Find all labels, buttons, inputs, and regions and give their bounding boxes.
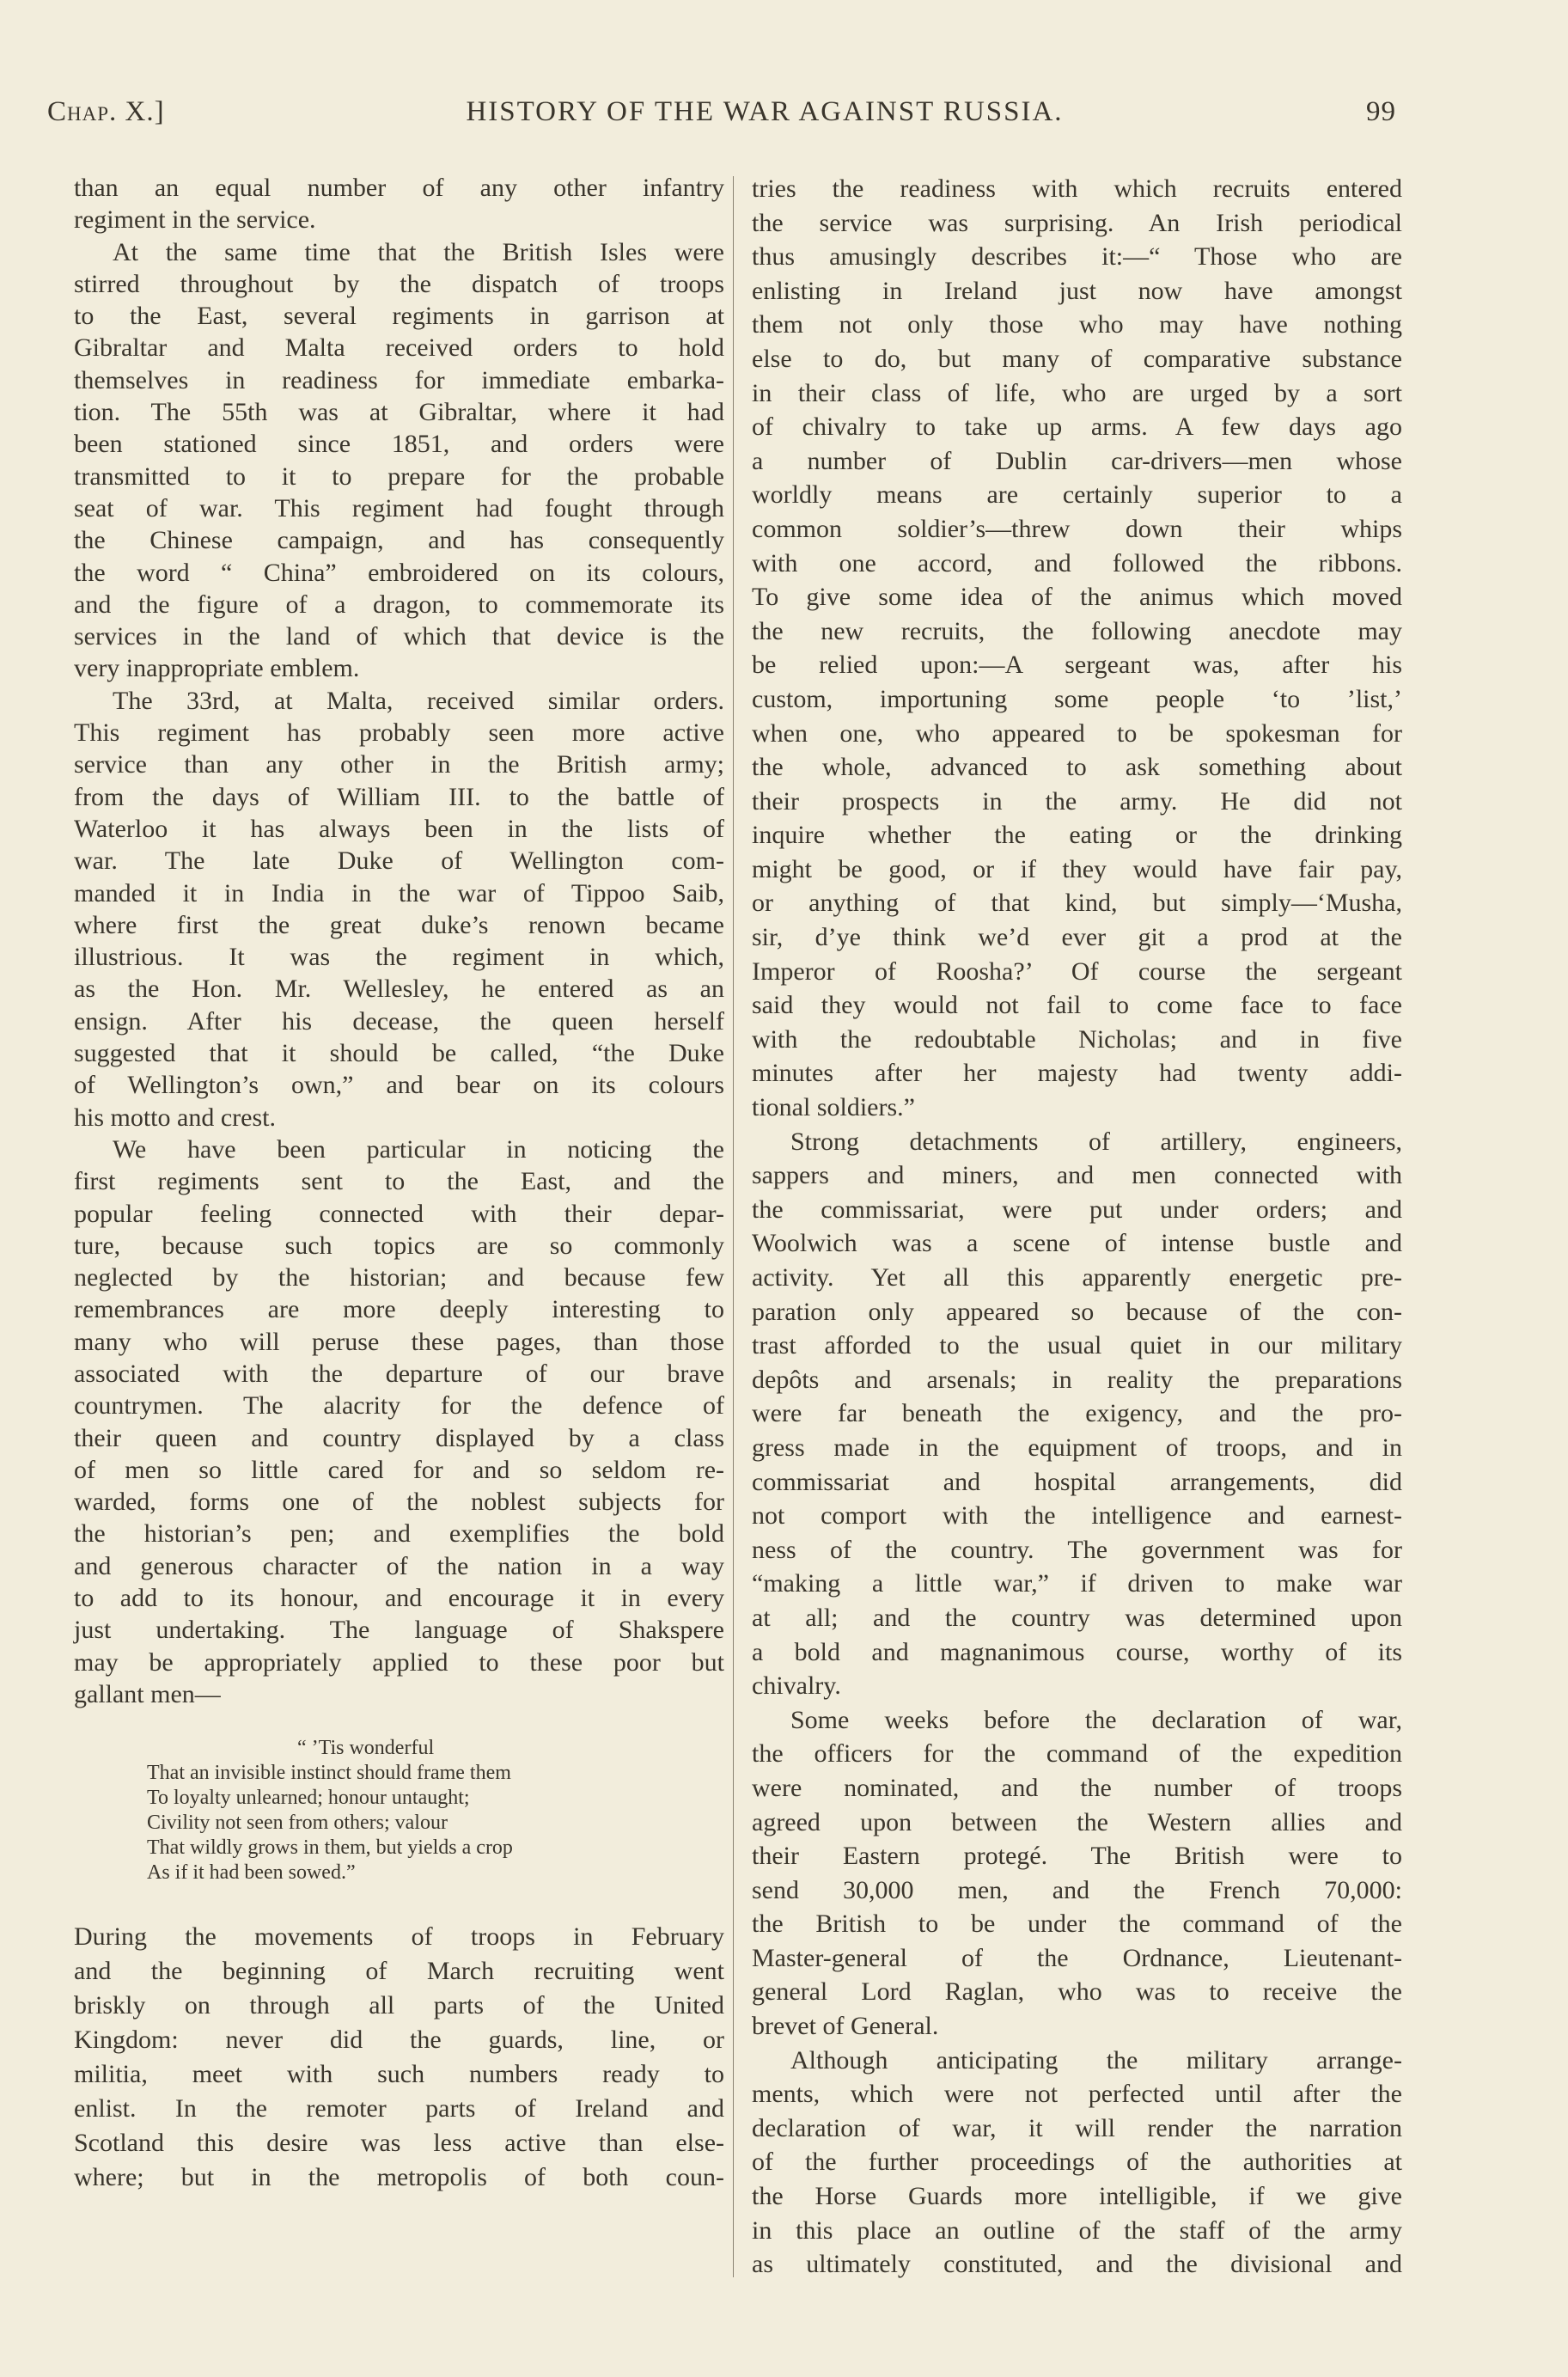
text-line: services in the land of which that device is the xyxy=(74,622,724,651)
text-line: not comport with the intelligence and earnest- xyxy=(752,1501,1402,1531)
left-paragraphs xyxy=(74,172,724,1710)
text-line: war. The late Duke of Wellington com- xyxy=(74,846,724,876)
text-line: Gibraltar and Malta received orders to hold xyxy=(74,333,724,363)
text-line: to the East, several regiments in garrison at xyxy=(74,302,724,331)
text-line: Strong detachments of artillery, engineers, xyxy=(790,1127,1402,1156)
text-line: illustrious. It was the regiment in which, xyxy=(74,943,724,972)
text-line: else to do, but many of comparative substance xyxy=(752,344,1402,373)
text-line: seat of war. This regiment had fought through xyxy=(74,493,724,522)
text-line: just undertaking. The language of Shakspere xyxy=(74,1616,724,1645)
text-line: the new recruits, the following anecdote may xyxy=(752,616,1402,645)
text-line: Master-general of the Ordnance, Lieutenant- xyxy=(752,1943,1402,1972)
text-line: of men so little cared for and so seldom re- xyxy=(74,1455,724,1484)
right-column xyxy=(752,172,1402,2282)
text-line: chivalry. xyxy=(752,1671,841,1701)
text-line: be relied upon:—A sergeant was, after his xyxy=(752,651,1402,680)
text-line: or anything of that kind, but simply—‘Musha, xyxy=(752,889,1402,918)
text-line: stirred throughout by the dispatch of troops xyxy=(74,269,724,298)
paragraph xyxy=(74,236,724,685)
text-line: inquire whether the eating or the drinking xyxy=(752,821,1402,850)
text-line: in this place an outline of the staff of the army xyxy=(752,2215,1402,2245)
text-line: At the same time that the British Isles were xyxy=(113,237,724,266)
text-line: Kingdom: never did the guards, line, or xyxy=(74,2026,724,2055)
text-line: We have been particular in noticing the xyxy=(113,1134,724,1164)
text-line: were far beneath the exigency, and the pro- xyxy=(752,1399,1402,1428)
text-line: declaration of war, it will render the narration xyxy=(752,2113,1402,2142)
text-line: To give some idea of the animus which moved xyxy=(752,583,1402,612)
text-line: send 30,000 men, and the French 70,000: xyxy=(752,1875,1402,1904)
text-line: minutes after her majesty had twenty addi- xyxy=(752,1059,1402,1088)
left-column xyxy=(74,172,724,2195)
text-line: first regiments sent to the East, and the xyxy=(74,1167,724,1196)
text-line: Imperor of Roosha?’ Of course the sergeant xyxy=(752,956,1402,986)
text-line: enlisting in Ireland just now have amongst xyxy=(752,276,1402,305)
text-line: and the beginning of March recruiting went xyxy=(74,1957,724,1986)
text-line: their prospects in the army. He did not xyxy=(752,786,1402,816)
text-line: paration only appeared so because of the con- xyxy=(752,1297,1402,1326)
text-line: gress made in the equipment of troops, and in xyxy=(752,1433,1402,1462)
text-line: ments, which were not perfected until after the xyxy=(752,2080,1402,2109)
text-line: them not only those who may have nothing xyxy=(752,310,1402,339)
text-line: from the days of William III. to the battle of xyxy=(74,782,724,811)
text-line: the commissariat, were put under orders; and xyxy=(752,1195,1402,1224)
text-line: depôts and arsenals; in reality the preparations xyxy=(752,1365,1402,1394)
text-line: many who will peruse these pages, than those xyxy=(74,1327,724,1356)
text-line: tries the readiness with which recruits entered xyxy=(752,174,1402,203)
poem-line: That wildly grows in them, but yields a crop xyxy=(147,1836,513,1860)
text-line: the officers for the command of the expedition xyxy=(752,1739,1402,1769)
text-line: remembrances are more deeply interesting to xyxy=(74,1295,724,1324)
text-line: Some weeks before the declaration of war, xyxy=(790,1705,1402,1734)
text-line: the Chinese campaign, and has consequently xyxy=(74,526,724,555)
text-line: popular feeling connected with their depar- xyxy=(74,1199,724,1228)
text-line: a bold and magnanimous course, worthy of its xyxy=(752,1637,1402,1666)
text-line: worldly means are certainly superior to a xyxy=(752,480,1402,510)
text-line: their Eastern protegé. The British were to xyxy=(752,1842,1402,1871)
text-line: During the movements of troops in February xyxy=(74,1922,724,1952)
text-line: when one, who appeared to be spokesman for xyxy=(752,718,1402,748)
text-line: the historian’s pen; and exemplifies the bold xyxy=(74,1519,724,1549)
text-line: were nominated, and the number of troops xyxy=(752,1773,1402,1802)
text-line: might be good, or if they would have fair pay, xyxy=(752,854,1402,883)
text-line: militia, meet with such numbers ready to xyxy=(74,2060,724,2089)
text-line: associated with the departure of our brave xyxy=(74,1359,724,1388)
text-line: with one accord, and followed the ribbons. xyxy=(752,548,1402,577)
text-line: very inappropriate emblem. xyxy=(74,654,360,683)
paragraph xyxy=(74,685,724,1134)
poem-line: That an invisible instinct should frame them xyxy=(147,1762,511,1785)
text-line: This regiment has probably seen more active xyxy=(74,718,724,748)
text-line: as ultimately constituted, and the divisional and xyxy=(752,2250,1402,2279)
text-line: may be appropriately applied to these poor but xyxy=(74,1647,724,1677)
text-line: Woolwich was a scene of intense bustle and xyxy=(752,1229,1402,1258)
poem-line: As if it had been sowed.” xyxy=(147,1861,356,1885)
text-line: of Wellington’s own,” and bear on its colours xyxy=(74,1071,724,1100)
text-line: ensign. After his decease, the queen herself xyxy=(74,1006,724,1036)
text-line: with the redoubtable Nicholas; and in five xyxy=(752,1024,1402,1054)
text-line: thus amusingly describes it:—“ Those who are xyxy=(752,242,1402,272)
text-line: said they would not fail to come face to face xyxy=(752,991,1402,1020)
text-line: the whole, advanced to ask something about xyxy=(752,753,1402,782)
text-line: regiment in the service. xyxy=(74,205,316,235)
text-line: to add to its honour, and encourage it in every xyxy=(74,1584,724,1613)
text-line: service than any other in the British army; xyxy=(74,750,724,779)
text-line: briskly on through all parts of the United xyxy=(74,1991,724,2020)
paragraph xyxy=(74,172,724,236)
text-line: Waterloo it has always been in the lists of xyxy=(74,814,724,843)
text-line: commissariat and hospital arrangements, did xyxy=(752,1467,1402,1496)
text-line: enlist. In the remoter parts of Ireland and xyxy=(74,2094,724,2123)
text-line: in their class of life, who are urged by a sort xyxy=(752,378,1402,407)
text-line: manded it in India in the war of Tippoo Saib, xyxy=(74,878,724,907)
text-line: where; but in the metropolis of both coun- xyxy=(74,2163,724,2192)
chapter-label: Chap. X.] xyxy=(47,96,165,127)
text-line: ture, because such topics are so commonly xyxy=(74,1231,724,1260)
left-paragraphs-after xyxy=(74,1920,724,2195)
text-line: Although anticipating the military arrange- xyxy=(790,2045,1402,2075)
text-line: suggested that it should be called, “the Duke xyxy=(74,1039,724,1068)
text-line: ness of the country. The government was for xyxy=(752,1535,1402,1564)
text-line: tion. The 55th was at Gibraltar, where it had xyxy=(74,398,724,427)
running-title: HISTORY OF THE WAR AGAINST RUSSIA. xyxy=(466,96,1064,127)
text-line: agreed upon between the Western allies and xyxy=(752,1807,1402,1836)
text-line: been stationed since 1851, and orders were xyxy=(74,430,724,459)
poem-quotation xyxy=(74,1710,724,1920)
text-line: brevet of General. xyxy=(752,2012,939,2041)
text-line: themselves in readiness for immediate embarka- xyxy=(74,365,724,394)
text-line: The 33rd, at Malta, received similar orders. xyxy=(113,686,724,715)
text-line: Scotland this desire was less active than else- xyxy=(74,2129,724,2158)
text-line: custom, importuning some people ‘to ’list,’ xyxy=(752,684,1402,713)
text-line: warded, forms one of the noblest subjects for xyxy=(74,1488,724,1517)
text-line: his motto and crest. xyxy=(74,1103,276,1132)
paragraph xyxy=(752,172,1402,1125)
text-line: and generous character of the nation in a way xyxy=(74,1551,724,1580)
text-line: the service was surprising. An Irish periodical xyxy=(752,208,1402,237)
text-line: of chivalry to take up arms. A few days ago xyxy=(752,412,1402,442)
text-line: the British to be under the command of the xyxy=(752,1910,1402,1939)
paragraph xyxy=(74,1134,724,1710)
text-line: as the Hon. Mr. Wellesley, he entered as an xyxy=(74,975,724,1004)
text-line: gallant men— xyxy=(74,1679,221,1708)
text-line: than an equal number of any other infantry xyxy=(74,174,724,202)
text-line: neglected by the historian; and because few xyxy=(74,1263,724,1292)
text-line: and the figure of a dragon, to commemorate its xyxy=(74,590,724,619)
text-line: sir, d’ye think we’d ever git a prod at the xyxy=(752,923,1402,952)
text-line: a number of Dublin car-drivers—men whose xyxy=(752,446,1402,475)
text-line: the Horse Guards more intelligible, if we give xyxy=(752,2182,1402,2211)
poem-line: To loyalty unlearned; honour untaught; xyxy=(147,1787,470,1810)
text-line: common soldier’s—threw down their whips xyxy=(752,514,1402,543)
text-line: tional soldiers.” xyxy=(752,1093,915,1122)
paragraph xyxy=(752,1125,1402,1703)
text-line: trast afforded to the usual quiet in our military xyxy=(752,1331,1402,1360)
text-line: where first the great duke’s renown became xyxy=(74,910,724,939)
column-divider xyxy=(733,176,734,2277)
text-line: transmitted to it to prepare for the probable xyxy=(74,461,724,491)
text-line: countrymen. The alacrity for the defence of xyxy=(74,1391,724,1421)
text-line: sappers and miners, and men connected with xyxy=(752,1161,1402,1190)
text-line: of the further proceedings of the authorities at xyxy=(752,2148,1402,2177)
text-line: their queen and country displayed by a class xyxy=(74,1423,724,1452)
text-line: “making a little war,” if driven to make war xyxy=(752,1569,1402,1598)
paragraph xyxy=(74,1920,724,2195)
text-line: activity. Yet all this apparently energetic pre- xyxy=(752,1263,1402,1292)
paragraph xyxy=(752,1703,1402,2044)
text-line: at all; and the country was determined upon xyxy=(752,1603,1402,1632)
text-line: the word “ China” embroidered on its colours, xyxy=(74,558,724,587)
poem-line: Civility not seen from others; valour xyxy=(147,1812,448,1835)
page-number: 99 xyxy=(1366,96,1396,127)
poem-line: “ ’Tis wonderful xyxy=(297,1737,435,1760)
text-line: general Lord Raglan, who was to receive the xyxy=(752,1977,1402,2007)
paragraph xyxy=(752,2044,1402,2282)
